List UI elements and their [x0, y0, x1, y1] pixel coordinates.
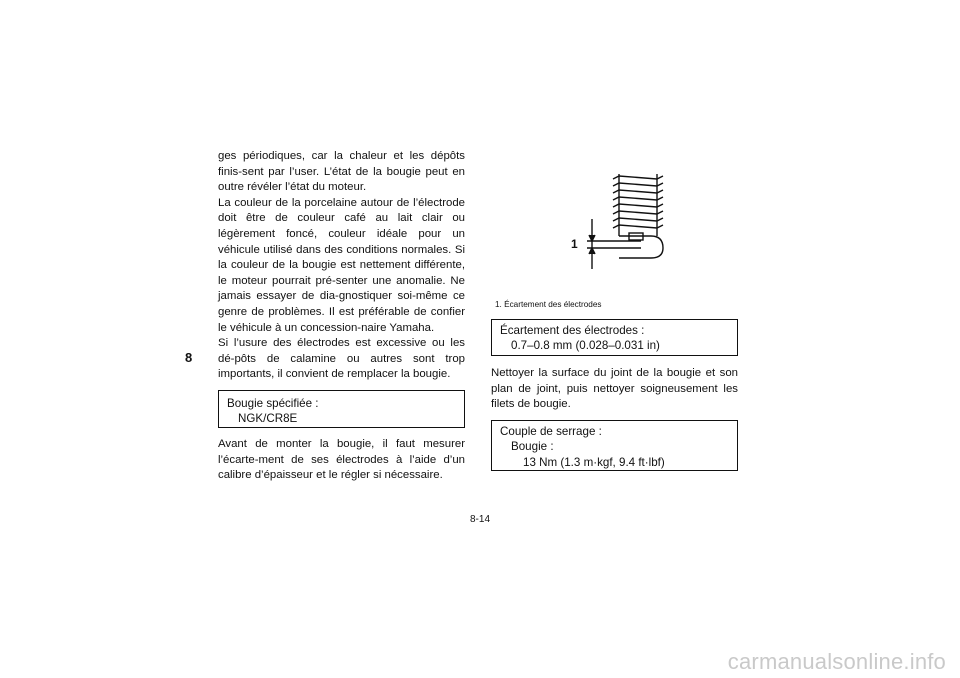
- figure-caption: 1. Écartement des électrodes: [495, 300, 602, 309]
- paragraph-electrode-wear: Si l’usure des électrodes est excessive ou les dé-pôts de calamine ou autres sont trop importants, il convient de remplacer la bougie.: [218, 337, 465, 381]
- torque-spec-box: [491, 420, 738, 471]
- page-number: 8-14: [469, 514, 490, 525]
- spark-plug-spec-box: [218, 390, 465, 428]
- right-column: [491, 149, 738, 471]
- paragraph-clean-gasket: Nettoyer la surface du joint de la bougie et son plan de joint, puis nettoyer soigneusement les filets de bougie.: [491, 367, 738, 411]
- electrode-gap-spec-box: [491, 319, 738, 356]
- paragraph-porcelain-color: La couleur de la porcelaine autour de l’électrode doit être de couleur café au lait clair ou légèrement foncé, couleur idéale pour un véhicule utilisé dans des conditions normales. Si la couleur de la bougie est nettement différente, le moteur pourrait pré-senter une anomalie. Ne jamais essayer de dia-gnostiquer soi-même ce genre de problèmes. Il est préférable de confier le véhicule à un concession-naire Yamaha.: [218, 196, 465, 334]
- chapter-tab: 8: [185, 350, 193, 365]
- paragraph-intro: ges périodiques, car la chaleur et les dépôts finis-sent par l’user. L’état de la bougie peut en outre révéler l’état du moteur.: [218, 150, 465, 194]
- left-column: [218, 149, 465, 484]
- torque-label: Couple de serrage :: [500, 424, 602, 438]
- torque-sub-label: Bougie :: [511, 440, 554, 454]
- spark-plug-figure: [491, 149, 738, 309]
- paragraph-measure-gap: Avant de monter la bougie, il faut mesurer l’écarte-ment de ses électrodes à l’aide d’un calibre d’épaisseur et le régler si nécessaire.: [218, 437, 465, 482]
- spark-plug-illustration: [491, 149, 738, 295]
- watermark: carmanualsonline.info: [727, 649, 946, 674]
- gap-label: Écartement des électrodes :: [500, 324, 645, 337]
- spec-label: Bougie spécifiée :: [227, 396, 319, 410]
- torque-value: 13 Nm (1.3 m·kgf, 9.4 ft·lbf): [523, 455, 665, 469]
- spec-value: NGK/CR8E: [238, 412, 298, 426]
- gap-value: 0.7–0.8 mm (0.028–0.031 in): [511, 339, 660, 353]
- callout-number: 1: [571, 237, 578, 251]
